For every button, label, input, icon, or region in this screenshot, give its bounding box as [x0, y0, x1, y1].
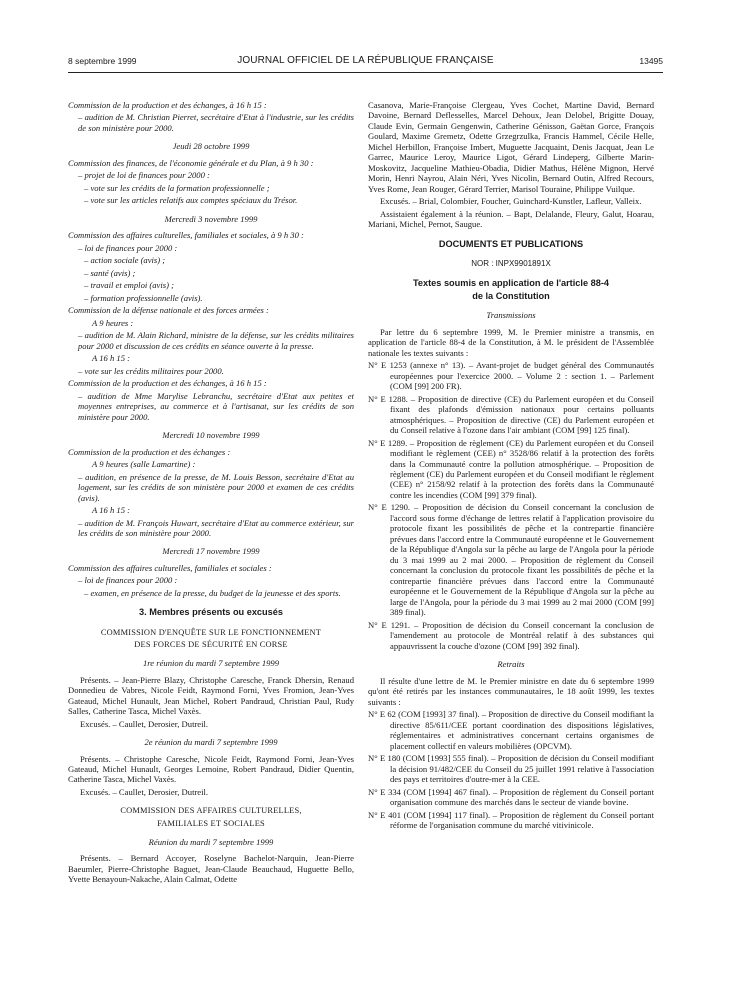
text-entry: N° E 401 (COM [1994] 117 final). – Proposition de règlement du Conseil portant réforme de l'organisation commune du marché vitivinicole.	[368, 809, 654, 831]
agenda-item: – travail et emploi (avis) ;	[84, 280, 174, 291]
page-header	[68, 56, 663, 70]
text-entry: N° E 1289. – Proposition de règlement (CE) du Parlement européen et du Conseil modifiant le règlement (CEE) n° 3528/86 relatif à la protection des forêts dans la Communauté contre la pollution atmosphérique. – Proposition de règlement (CE) du Parlement européen et du Conseil modifiant le règlement (CEE) n° 2158/92 relatif à la protection des forêts dans la Communauté contre les incendies (COM [99] 379 final).	[368, 437, 654, 500]
also-present: Assistaient également à la réunion. – Bapt, Delalande, Fleury, Galut, Hoarau, Mariani, Michel, Pernot, Saugue.	[368, 208, 654, 230]
text-entry: N° E 1290. – Proposition de décision du Conseil concernant la conclusion de l'accord sous forme d'échange de lettres relatif à l'application provisoire du protocole fixant les possibilités de pêche et la contrepartie financière prévues dans l'accord entre la Communauté européenne et le Gouvernement de la République d'Angola sur la pêche au large de l'Angola pour la période du 3 mai 1999 au 2 mai 2000. – Proposition de règlement du Conseil concernant la conclusion du protocole fixant les possibilités de pêche et la contrepartie financière prévues dans l'accord entre la Communauté européenne et le Gouvernement de la République d'Angola sur la pêche au large de l'Angola, pour la période du 3 mai 1999 au 2 mai 2000 (COM [99] 389 final).	[368, 502, 654, 618]
excused: Excusés. – Brial, Colombier, Foucher, Guinchard-Kunstler, Lafleur, Valleix.	[380, 196, 642, 207]
agenda-commission: Commission des affaires culturelles, familiales et sociales :	[68, 562, 272, 573]
meeting-date: 1re réunion du mardi 7 septembre 1999	[142, 658, 280, 669]
commission-name: COMMISSION DES AFFAIRES CULTURELLES,	[120, 806, 302, 816]
excused: Excusés. – Caullet, Derosier, Dutreil.	[80, 718, 209, 729]
text-entry: N° E 180 (COM [1993] 555 final). – Proposition de décision du Conseil modifiant la décision 91/482/CEE du Conseil du 25 juillet 1991 relative à l'association des pays et territoires d'outre-mer à la CEE.	[368, 753, 654, 785]
agenda-commission: Commission de la défense nationale et des forces armées :	[68, 305, 269, 316]
agenda-commission: Commission des affaires culturelles, familiales et sociales, à 9 h 30 :	[68, 230, 304, 241]
subsection-title: Retraits	[497, 659, 525, 670]
agenda-item: – action sociale (avis) ;	[84, 255, 166, 266]
agenda-date: Mercredi 17 novembre 1999	[162, 546, 260, 557]
excused: Excusés. – Caullet, Derosier, Dutreil.	[80, 786, 209, 797]
commission-name: FAMILIALES ET SOCIALES	[157, 818, 265, 828]
agenda-item: – audition, en présence de la presse, de M. Louis Besson, secrétaire d'Etat au logement, sur les crédits de son ministère pour 2000 et examen de ces crédits (avis).	[78, 471, 354, 503]
text-entry: N° E 1288. – Proposition de directive (CE) du Parlement européen et du Conseil fixant des plafonds d'émission nationaux pour certains polluants atmosphériques. – Proposition de directive (CE) du Parlement européen et du Conseil relative à l'ozone dans l'air ambiant (COM [99] 125 final).	[368, 393, 654, 436]
agenda-date: Mercredi 10 novembre 1999	[162, 430, 260, 441]
attendees: Présents. – Christophe Caresche, Nicole Feidt, Raymond Forni, Jean-Yves Gateaud, Michel Hunault, Georges Lemoine, Robert Pandraud, Didier Quentin, Catherine Tasca, Michel Vaxès.	[68, 753, 354, 785]
nor-reference: NOR : INPX9901891X	[471, 259, 551, 269]
agenda-item: – audition de M. Christian Pierret, secrétaire d'Etat à l'industrie, sur les crédits de son ministère pour 2000.	[78, 112, 354, 133]
section-heading: 3. Membres présents ou excusés	[138, 607, 283, 618]
text-entry: N° E 334 (COM [1994] 467 final). – Proposition de règlement du Conseil portant organisation commune des marchés dans le secteur de viande bovine.	[368, 786, 654, 808]
attendees-continued: Casanova, Marie-Françoise Clergeau, Yves Cochet, Martine David, Bernard Davoine, Bernard Deflesselles, Marcel Dehoux, Jean Delobel, Brigitte Douay, Claude Evin, Germain Gengenwin, Catherine Génisson, Gaëtan Gorce, François Goulard, Maxime Gremetz, Odette Grzegrzulka, Francis Hammel, Cécile Helle, Michel Herbillon, Françoise Imbert, Muguette Jacquaint, Denis Jacquat, Jean Le Garrec, Maurice Leroy, Maurice Ligot, Gérard Lindeperg, Gilberte Marin-Moskovitz, Jacqueline Mathieu-Obadia, Didier Mathus, Hélène Mignon, Hervé Morin, Henri Nayrou, Alain Néri, Yves Nicolin, Bernard Outin, Alfred Recours, Yves Rome, Jean Rouger, Gérard Terrier, Marisol Touraine, Philippe Vuilque.	[368, 100, 654, 194]
agenda-commission: Commission des finances, de l'économie générale et du Plan, à 9 h 30 :	[68, 157, 314, 168]
commission-name: COMMISSION D'ENQUÊTE SUR LE FONCTIONNEMENT	[100, 627, 322, 637]
header-date: 8 septembre 1999	[68, 56, 137, 66]
meeting-date: Réunion du mardi 7 septembre 1999	[148, 836, 274, 847]
agenda-date: Mercredi 3 novembre 1999	[164, 213, 258, 224]
agenda-item: – formation professionnelle (avis).	[84, 292, 203, 303]
agenda-item: – vote sur les articles relatifs aux comptes spéciaux du Trésor.	[84, 195, 298, 206]
text-entry: N° E 1253 (annexe n° 13). – Avant-projet de budget général des Communautés européennes pour l'exercice 2000. – Volume 2 : section 1. – Parlement (COM [99] 200 FR).	[368, 360, 654, 392]
text-entry: N° E 1291. – Proposition de décision du Conseil concernant la conclusion de l'amendement au protocole de Montréal relatif à des substances qui appauvrissent la couche d'ozone (COM [99] 392 final).	[368, 619, 654, 651]
agenda-time: A 9 heures :	[92, 317, 134, 328]
agenda-item: – projet de loi de finances pour 2000 :	[78, 170, 210, 181]
agenda-commission: Commission de la production et des échanges, à 16 h 15 :	[68, 100, 267, 110]
text-entry: N° E 62 (COM [1993] 37 final). – Proposition de directive du Conseil modifiant la directive 85/611/CEE portant coordination des dispositions législatives, réglementaires et administratives concernant certains organismes de placement collectif en valeurs mobilières (OPCVM).	[368, 709, 654, 751]
agenda-item: – loi de finances pour 2000 :	[78, 575, 178, 586]
subsection-heading: de la Constitution	[472, 291, 550, 301]
agenda-item: – loi de finances pour 2000 :	[78, 242, 178, 253]
header-rule	[68, 72, 663, 73]
agenda-commission: Commission de la production et des échanges :	[68, 446, 231, 457]
agenda-item: – vote sur les crédits de la formation professionnelle ;	[84, 182, 270, 193]
agenda-item: – santé (avis) ;	[84, 267, 136, 278]
page-number: 13495	[639, 56, 663, 66]
agenda-commission: Commission de la production et des échanges, à 16 h 15 :	[68, 378, 267, 389]
agenda-date: Jeudi 28 octobre 1999	[172, 141, 250, 152]
section-heading: DOCUMENTS ET PUBLICATIONS	[438, 238, 584, 249]
agenda-item: – audition de Mme Marylise Lebranchu, secrétaire d'Etat aux petites et moyennes entreprises, au commerce et à l'artisanat, sur les crédits de son ministère pour 2000.	[78, 390, 354, 422]
right-column	[368, 100, 654, 833]
agenda-item: – vote sur les crédits militaires pour 2000.	[78, 365, 224, 376]
agenda-item: – examen, en présence de la presse, du budget de la jeunesse et des sports.	[84, 587, 341, 598]
intro-paragraph: Par lettre du 6 septembre 1999, M. le Premier ministre a transmis, en application de l'article 88-4 de la Constitution, à M. le président de l'Assemblée nationale les textes suivants :	[368, 326, 654, 358]
agenda-time: A 16 h 15 :	[92, 505, 131, 516]
agenda-item: – audition de M. Alain Richard, ministre de la défense, sur les crédits militaires pour 2000 et discussion de ces crédits en séance ouverte à la presse.	[78, 330, 354, 351]
meeting-date: 2e réunion du mardi 7 septembre 1999	[144, 737, 278, 748]
attendees: Présents. – Jean-Pierre Blazy, Christophe Caresche, Franck Dhersin, Renaud Donnedieu de Vabres, Nicole Feidt, Raymond Forni, Yves Fromion, Jean-Yves Gateaud, Michel Hunault, Jean Michel, Robert Pandraud, Christian Paul, Rudy Salles, Catherine Tasca, Michel Vaxès.	[68, 674, 354, 717]
attendees: Présents. – Bernard Accoyer, Roselyne Bachelot-Narquin, Jean-Pierre Baeumler, Pierre-Christophe Baguet, Jean-Claude Beauchaud, Huguette Bello, Yvette Benayoun-Nakache, Alain Calmat, Odette	[68, 853, 354, 885]
subsection-title: Transmissions	[486, 310, 536, 321]
agenda-time: A 16 h 15 :	[92, 353, 131, 364]
commission-name: DES FORCES DE SÉCURITÉ EN CORSE	[134, 639, 288, 649]
agenda-time: A 9 heures (salle Lamartine) :	[92, 459, 196, 470]
intro-paragraph: Il résulte d'une lettre de M. le Premier ministre en date du 6 septembre 1999 qu'ont été retirés par les instances communautaires, le 18 août 1999, les textes suivants :	[368, 675, 654, 707]
left-column	[68, 100, 354, 887]
subsection-heading: Textes soumis en application de l'article 88-4	[412, 277, 610, 288]
agenda-item: – audition de M. François Huwart, secrétaire d'Etat au commerce extérieur, sur les crédits de son ministère pour 2000.	[78, 517, 354, 538]
journal-title: JOURNAL OFFICIEL DE LA RÉPUBLIQUE FRANÇAISE	[237, 55, 494, 66]
